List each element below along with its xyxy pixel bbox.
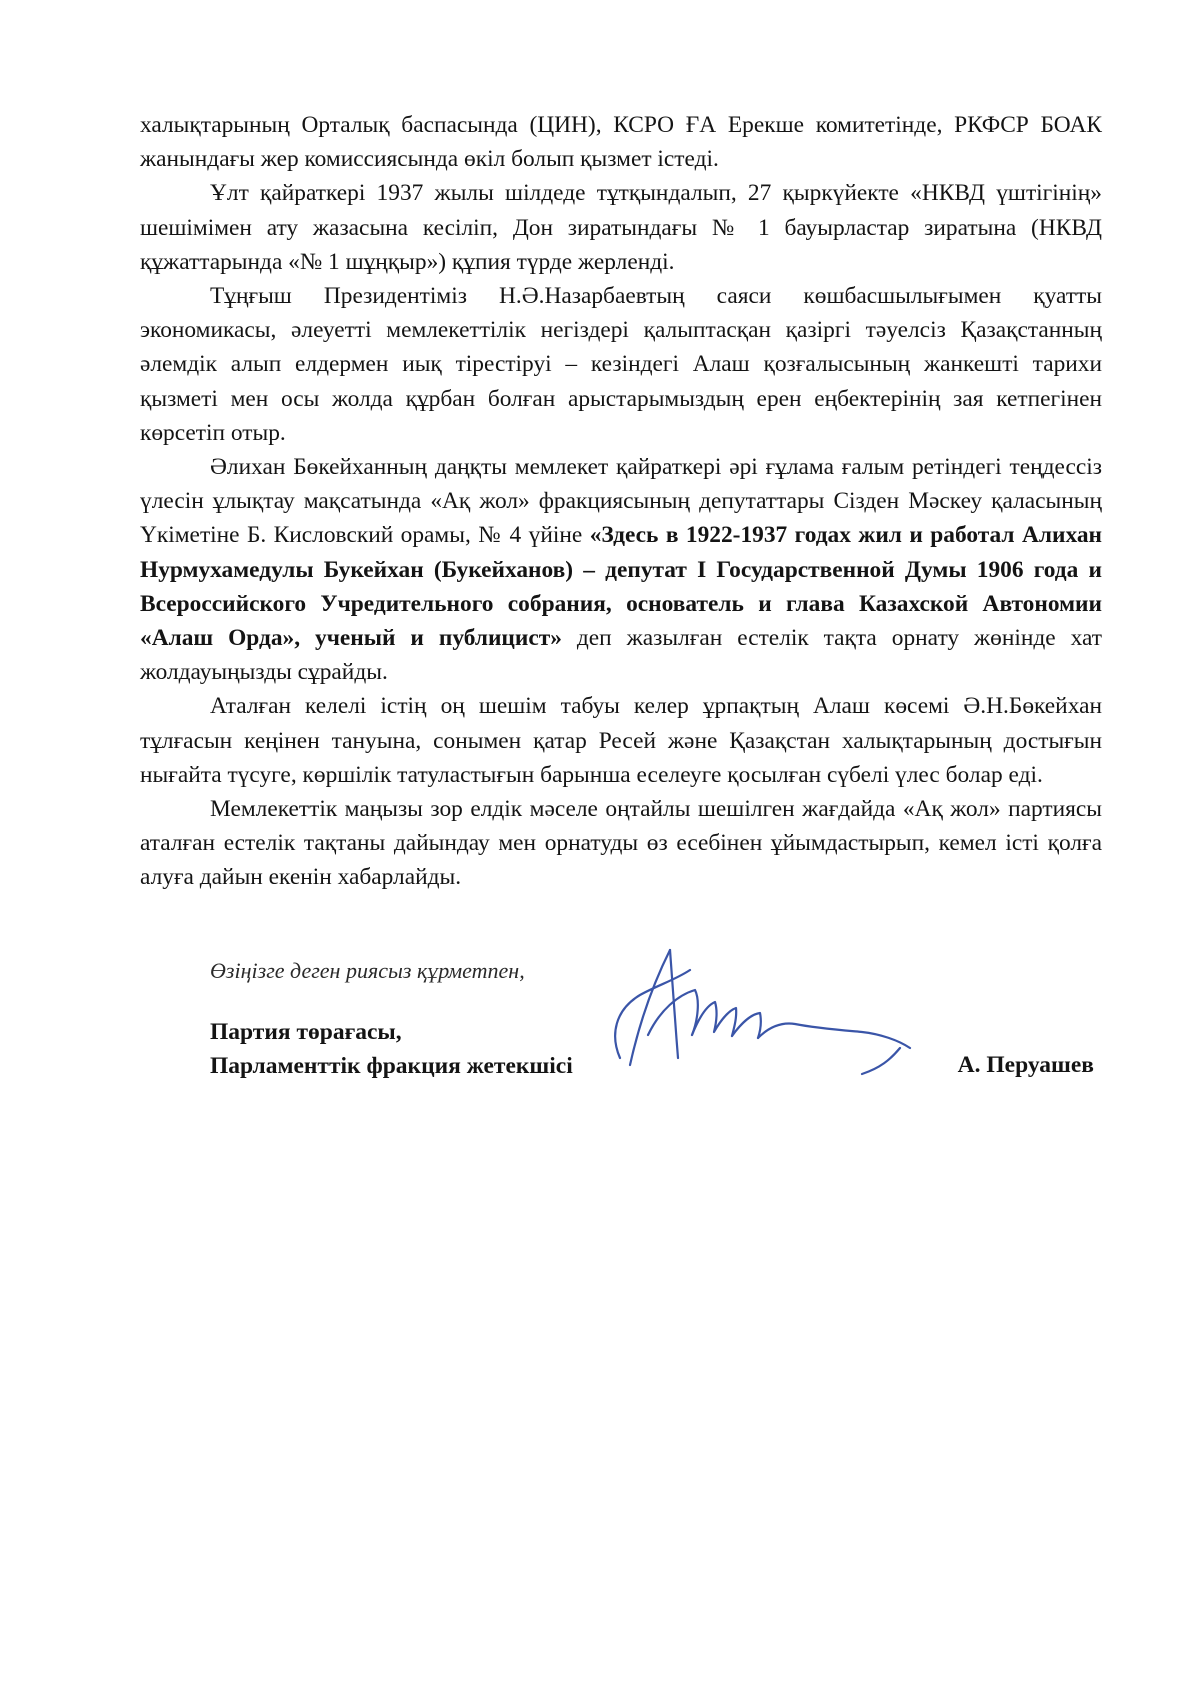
signatory-title xyxy=(210,1015,573,1083)
signatory-title-line-1: Партия төрағасы, xyxy=(210,1019,402,1045)
paragraph-5: Аталған келелі істің оң шешім табуы келер ұрпақтың Алаш көсемі Ә.Н.Бөкейхан тұлғасын кеңінен тануына, сонымен қатар Ресей және Қазақстан халықтарының достығын нығайта түсуге, көршілік татуластығын барынша еселеуге қосылған сүбелі үлес болар еді. xyxy=(140,693,1102,788)
handwritten-signature xyxy=(600,940,940,1080)
paragraph-3: Тұңғыш Президентіміз Н.Ә.Назарбаевтың саяси көшбасшылығымен қуатты экономикасы, әлеуетті мемлекеттілік негіздері қалыптасқан қазіргі тәуелсіз Қазақстанның әлемдік алып елдермен иық тірестіруі – кезіндегі Алаш қозғалысының жанкешті тарихи қызметі мен осы жолда құрбан болған арыстарымыздың ерен еңбектерінің зая кетпегінен көрсетіп отыр. xyxy=(140,283,1102,446)
signatory-title-line-2: Парламенттік фракция жетекшісі xyxy=(210,1053,573,1079)
paragraph-1: халықтарының Орталық баспасында (ЦИН), КСРО ҒА Ерекше комитетінде, РКФСР БОАК жанындағы жер комиссиясында өкіл болып қызмет істеді. xyxy=(140,112,1102,173)
signer-name: А. Перуашев xyxy=(957,1052,1094,1078)
memorial-plaque-text: «Здесь в 1922-1937 годах жил и работал Алихан Нурмухамедулы Букейхан (Букейханов) – депутат I Государственной Думы 1906 года и Всероссийского Учредительного собрания, основатель и глава Казахской Автономии «Алаш Орда», ученый и публицист» xyxy=(140,522,1103,652)
paragraph-6: Мемлекеттік маңызы зор елдік мәселе оңтайлы шешілген жағдайда «Ақ жол» партиясы аталған естелік тақтаны дайындау мен орнатуды өз есебінен ұйымдастырып, кемел істі қолға алуға дайын екенін хабарлайды. xyxy=(140,796,1102,891)
paragraph-4 xyxy=(140,450,1102,689)
letter-body xyxy=(140,108,1102,895)
paragraph-4-start: Әлихан Бөкейханның даңқты мемлекет қайраткері әрі ғұлама ғалым ретіндегі теңдессіз үлесін ұлықтау мақсатында «Ақ жол» фракциясының депутаттары Сізден Мәскеу қаласының Үкіметіне Б. Кисловский орамы, № 4 үйіне xyxy=(140,454,1102,549)
closing-salutation: Өзіңізге деген риясыз құрметпен, xyxy=(210,958,525,983)
paragraph-2: Ұлт қайраткері 1937 жылы шілдеде тұтқындалып, 27 қыркүйекте «НКВД үштігінің» шешімімен ату жазасына кесіліп, Дон зиратындағы № 1 бауырластар зиратына (НКВД құжаттарында «№ 1 шұңқыр») құпия түрде жерленді. xyxy=(140,180,1102,275)
paragraph-4-end: деп жазылған естелік тақта орнату жөнінде хат жолдауыңызды сұрайды. xyxy=(140,625,1102,686)
